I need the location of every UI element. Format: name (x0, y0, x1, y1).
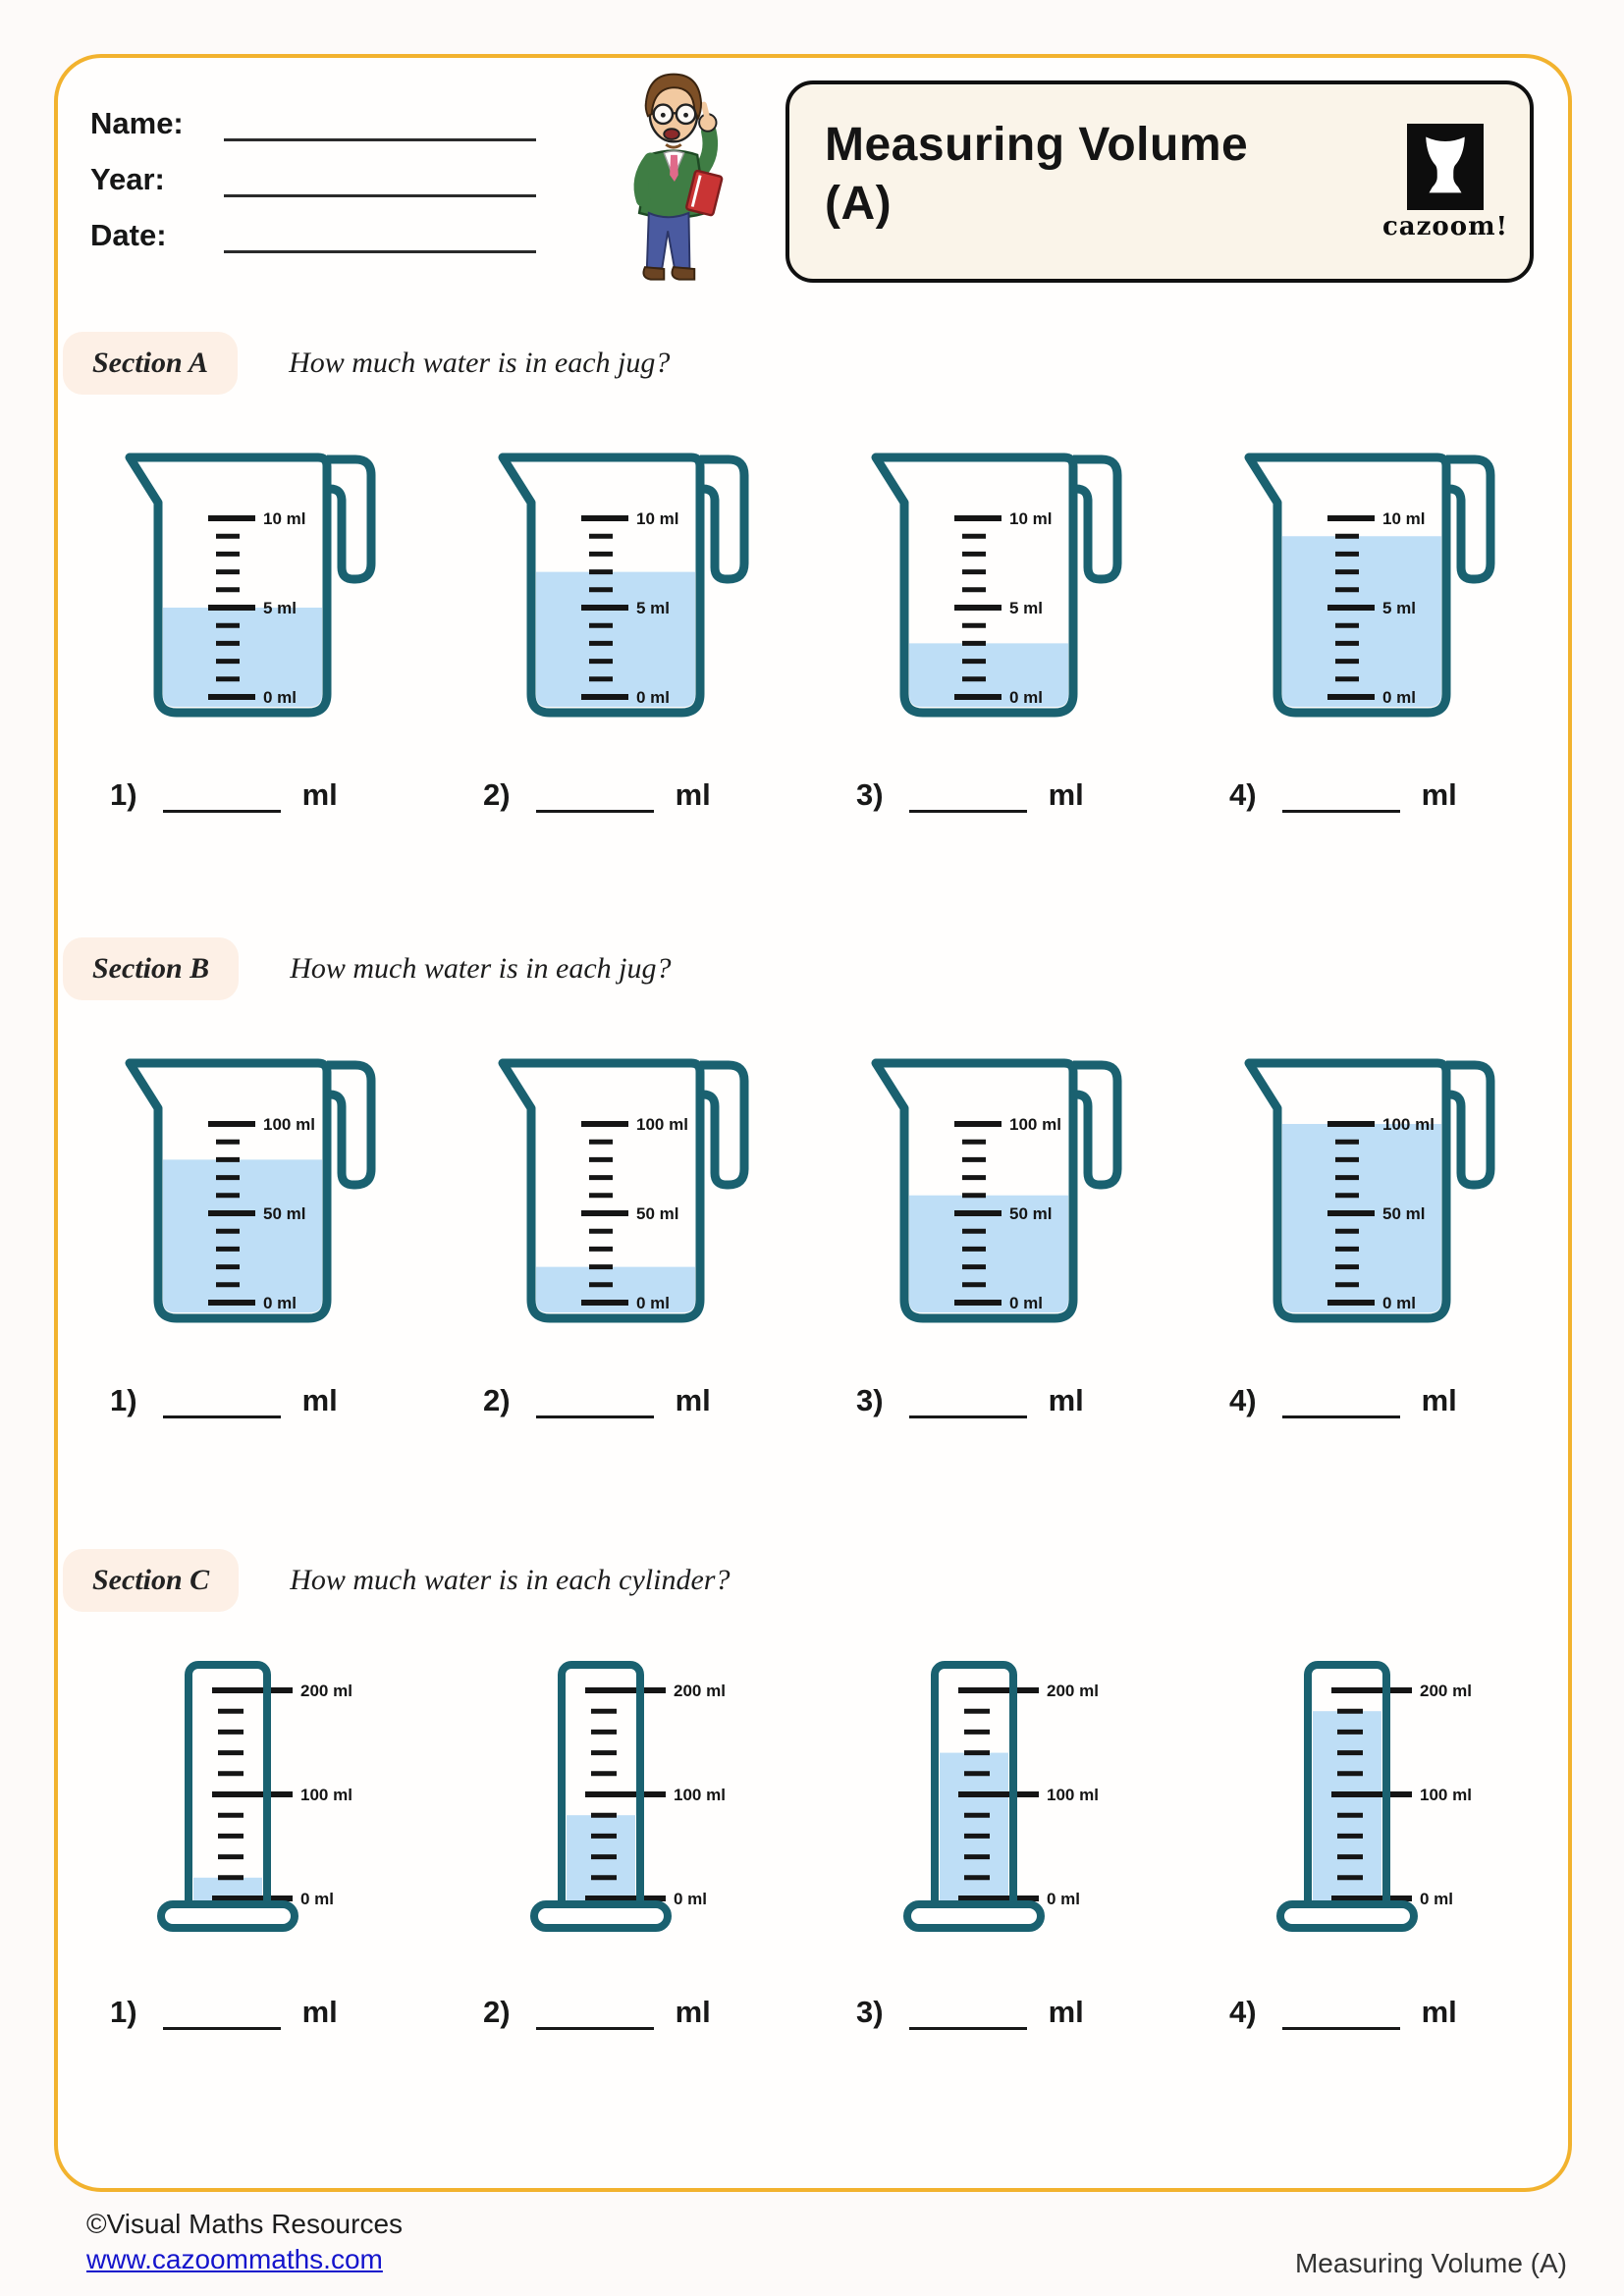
answer-unit: ml (301, 777, 338, 812)
scale-ticks (212, 1682, 352, 1908)
section-b-question: How much water is in each jug? (290, 952, 672, 985)
jug-figure (110, 1040, 405, 1344)
cylinder-base (907, 1904, 1041, 1928)
answer-item (1229, 1383, 1524, 1418)
section-c-header (0, 1549, 1624, 1612)
title-box (785, 80, 1534, 283)
answer-item (483, 1995, 778, 2030)
answer-item (110, 777, 405, 813)
teacher-illustration (601, 63, 744, 300)
scale-label: 10 ml (636, 509, 679, 528)
answer-blank[interactable] (1282, 1997, 1400, 2030)
answer-blank[interactable] (1282, 1385, 1400, 1418)
date-field-row (90, 210, 536, 253)
answer-unit: ml (1048, 777, 1084, 812)
water-fill (940, 1753, 1008, 1908)
section-c-vessels-row (0, 1651, 1624, 1957)
section-a-question: How much water is in each jug? (289, 347, 671, 379)
answer-unit: ml (1421, 1383, 1457, 1417)
cylinder-figure (856, 1651, 1151, 1955)
scale-label: 0 ml (263, 1294, 298, 1312)
answer-unit: ml (301, 1995, 338, 2029)
jug-handle (700, 1065, 744, 1185)
scale-label: 0 ml (1009, 1294, 1044, 1312)
answer-unit: ml (1421, 777, 1457, 812)
page-title (825, 116, 1248, 235)
section-b-vessels-row (0, 1040, 1624, 1346)
section-a-header (0, 332, 1624, 395)
scale-label: 200 ml (300, 1682, 352, 1700)
scale-label: 0 ml (1382, 1294, 1417, 1312)
scale-label: 100 ml (263, 1115, 315, 1134)
answer-blank[interactable] (163, 1385, 281, 1418)
scale-label: 100 ml (300, 1786, 352, 1804)
answer-blank[interactable] (909, 779, 1027, 813)
answer-number: 4) (1229, 1383, 1257, 1417)
year-write-line[interactable] (224, 160, 536, 197)
jug-handle (1073, 1065, 1117, 1185)
footer-website-link[interactable]: www.cazoommaths.com (86, 2244, 383, 2275)
scale-label: 0 ml (636, 1294, 671, 1312)
footer-doc-title: Measuring Volume (A) (1294, 2248, 1567, 2278)
date-write-line[interactable] (224, 216, 536, 253)
jug-handle (1446, 459, 1490, 579)
answer-number: 3) (856, 1995, 884, 2029)
name-label: Name: (90, 106, 184, 140)
answer-item (1229, 1995, 1524, 2030)
answer-blank[interactable] (1282, 779, 1400, 813)
section-a (0, 332, 1624, 813)
section-a-pill: Section A (63, 332, 238, 395)
jug-handle (700, 459, 744, 579)
answer-blank[interactable] (909, 1385, 1027, 1418)
jug-handle (1446, 1065, 1490, 1185)
cylinder-base (1280, 1904, 1414, 1928)
answer-blank[interactable] (536, 1385, 654, 1418)
jug-figure (483, 1040, 778, 1344)
cazoom-logo (1379, 124, 1512, 241)
jug-figure (1229, 1040, 1524, 1344)
answer-number: 1) (110, 1995, 137, 2029)
footer-copyright: ©Visual Maths Resources (86, 2209, 404, 2239)
section-c-question: How much water is in each cylinder? (290, 1564, 731, 1596)
jug-figure (856, 434, 1151, 738)
answer-unit: ml (1421, 1995, 1457, 2029)
scale-label: 5 ml (1382, 599, 1417, 617)
answer-unit: ml (1048, 1995, 1084, 2029)
scale-label: 50 ml (263, 1204, 306, 1223)
answer-number: 3) (856, 1383, 884, 1417)
scale-label: 0 ml (636, 688, 671, 707)
scale-label: 10 ml (263, 509, 306, 528)
scale-label: 0 ml (1009, 688, 1044, 707)
section-b-header (0, 937, 1624, 1000)
jug-figure (483, 434, 778, 738)
scale-label: 200 ml (1047, 1682, 1099, 1700)
year-label: Year: (90, 162, 165, 196)
page-title-line1: Measuring Volume (825, 119, 1249, 171)
scale-label: 0 ml (1047, 1890, 1081, 1908)
section-b (0, 937, 1624, 1418)
jug-figure (1229, 434, 1524, 738)
answer-number: 1) (110, 777, 137, 812)
answer-item (483, 777, 778, 813)
name-field-row (90, 98, 536, 141)
scale-label: 50 ml (1009, 1204, 1053, 1223)
scale-label: 100 ml (1047, 1786, 1099, 1804)
answer-blank[interactable] (536, 1997, 654, 2030)
water-fill (536, 1267, 695, 1312)
scale-label: 10 ml (1009, 509, 1053, 528)
answer-blank[interactable] (909, 1997, 1027, 2030)
answer-item (856, 777, 1151, 813)
water-fill (536, 572, 695, 707)
scale-label: 100 ml (1009, 1115, 1061, 1134)
answer-number: 4) (1229, 777, 1257, 812)
answer-item (1229, 777, 1524, 813)
scale-label: 5 ml (263, 599, 298, 617)
section-a-answers-row (0, 777, 1624, 813)
answer-number: 2) (483, 1383, 511, 1417)
answer-number: 2) (483, 777, 511, 812)
scale-label: 50 ml (1382, 1204, 1426, 1223)
section-c-pill: Section C (63, 1549, 239, 1612)
cylinder-figure (483, 1651, 778, 1955)
scale-label: 0 ml (1420, 1890, 1454, 1908)
scale-label: 100 ml (636, 1115, 688, 1134)
section-c-answers-row (0, 1995, 1624, 2030)
water-fill (163, 608, 322, 707)
cylinder-figure (1229, 1651, 1524, 1955)
cazoom-vase-icon (1407, 124, 1484, 210)
water-fill (1282, 536, 1441, 707)
cylinder-base (161, 1904, 295, 1928)
page-title-line2: (A) (825, 178, 893, 231)
cazoom-logo-text: cazoom! (1381, 212, 1509, 241)
student-fields (90, 98, 536, 266)
answer-unit: ml (675, 1383, 711, 1417)
cylinder-figure (110, 1651, 405, 1955)
jug-figure (856, 1040, 1151, 1344)
scale-label: 100 ml (1420, 1786, 1472, 1804)
date-label: Date: (90, 218, 167, 252)
scale-label: 50 ml (636, 1204, 679, 1223)
answer-number: 3) (856, 777, 884, 812)
section-b-answers-row (0, 1383, 1624, 1418)
answer-unit: ml (1048, 1383, 1084, 1417)
answer-unit: ml (675, 1995, 711, 2029)
scale-label: 100 ml (674, 1786, 726, 1804)
scale-label: 0 ml (1382, 688, 1417, 707)
answer-number: 4) (1229, 1995, 1257, 2029)
year-field-row (90, 154, 536, 197)
answer-number: 2) (483, 1995, 511, 2029)
answer-blank[interactable] (536, 779, 654, 813)
answer-blank[interactable] (163, 1997, 281, 2030)
scale-label: 5 ml (1009, 599, 1044, 617)
answer-unit: ml (675, 777, 711, 812)
cylinder-base (534, 1904, 668, 1928)
answer-number: 1) (110, 1383, 137, 1417)
jug-figure (110, 434, 405, 738)
scale-label: 5 ml (636, 599, 671, 617)
answer-item (856, 1383, 1151, 1418)
section-c (0, 1549, 1624, 2030)
footer-credit (86, 2207, 403, 2278)
answer-unit: ml (301, 1383, 338, 1417)
jug-handle (1073, 459, 1117, 579)
scale-label: 10 ml (1382, 509, 1426, 528)
scale-label: 0 ml (300, 1890, 335, 1908)
water-fill (163, 1159, 322, 1312)
answer-item (110, 1383, 405, 1418)
section-a-vessels-row (0, 434, 1624, 740)
name-write-line[interactable] (224, 104, 536, 141)
section-b-pill: Section B (63, 937, 239, 1000)
answer-item (110, 1995, 405, 2030)
scale-label: 200 ml (1420, 1682, 1472, 1700)
cylinder-body (189, 1665, 267, 1912)
answer-blank[interactable] (163, 779, 281, 813)
scale-label: 0 ml (674, 1890, 708, 1908)
answer-item (856, 1995, 1151, 2030)
scale-label: 100 ml (1382, 1115, 1435, 1134)
jug-handle (327, 459, 371, 579)
jug-handle (327, 1065, 371, 1185)
water-fill (567, 1815, 635, 1908)
scale-label: 0 ml (263, 688, 298, 707)
scale-label: 200 ml (674, 1682, 726, 1700)
answer-item (483, 1383, 778, 1418)
